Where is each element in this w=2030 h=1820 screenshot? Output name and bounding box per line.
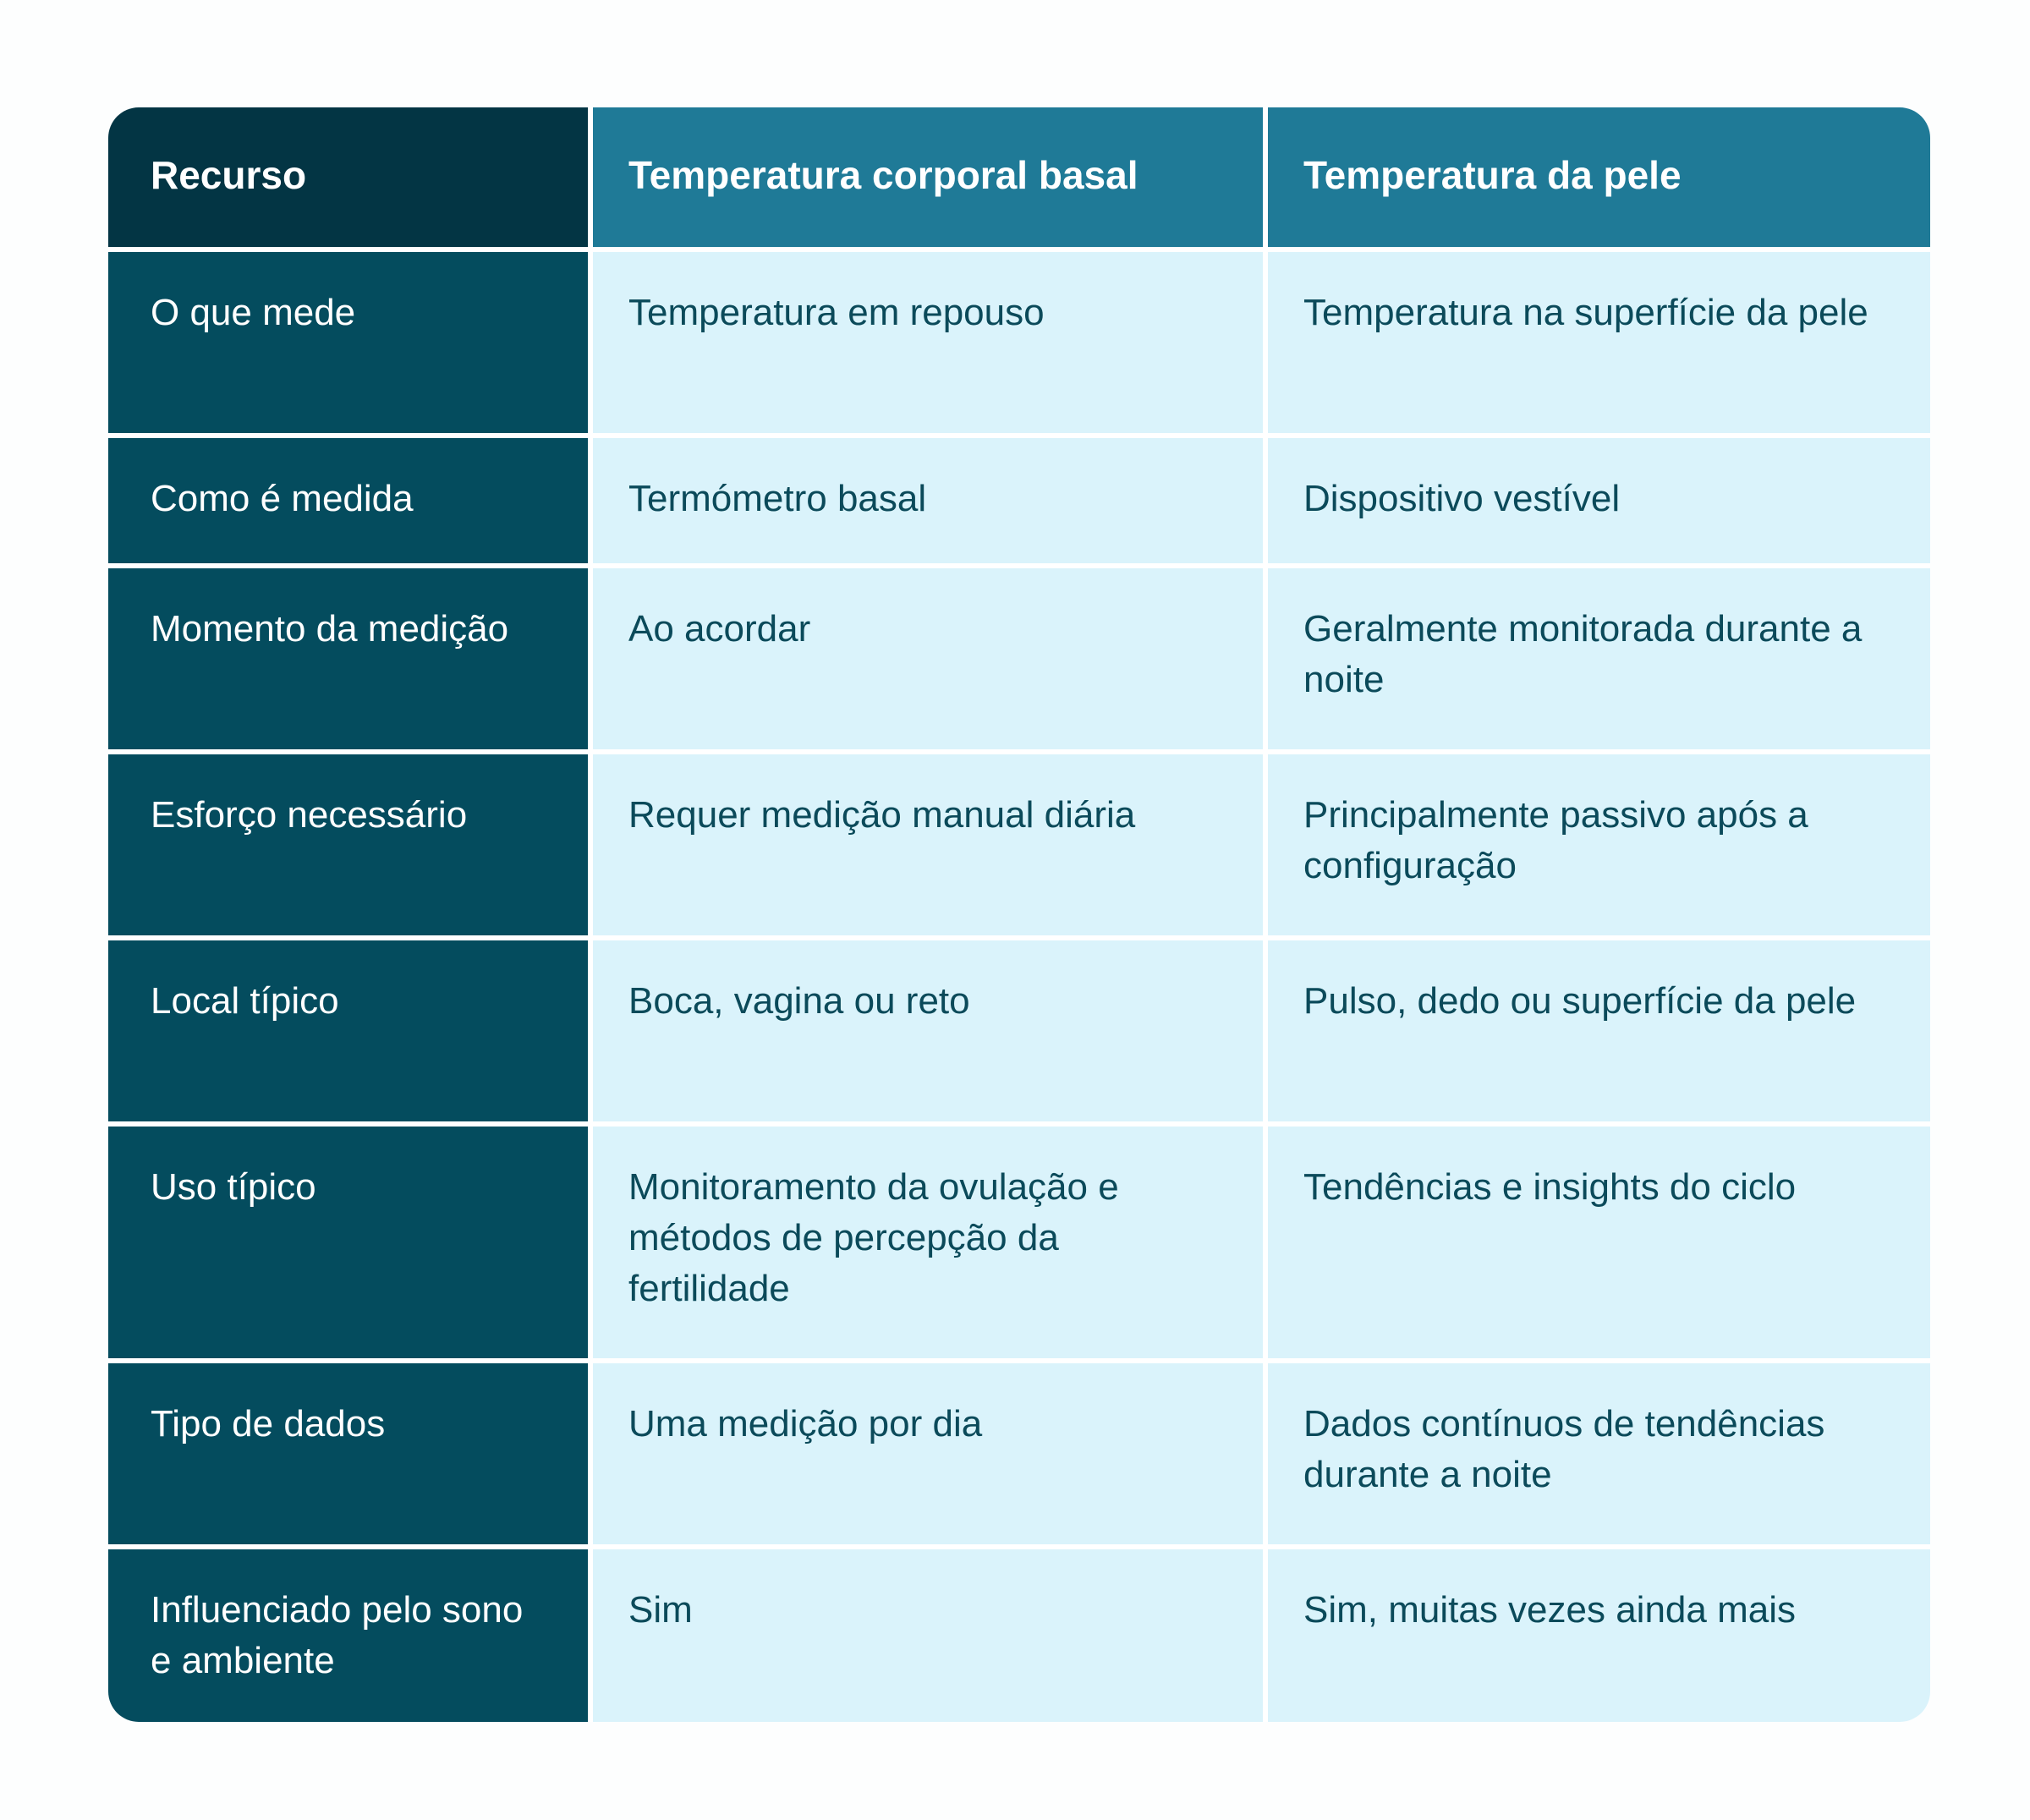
header-cell-basal-temp: Temperatura corporal basal <box>593 107 1263 247</box>
table-cell: Tendências e insights do ciclo <box>1268 1127 1930 1358</box>
table-cell: Requer medição manual diária <box>593 754 1263 935</box>
comparison-table <box>108 107 1930 1722</box>
row-label-how-measured: Como é medida <box>108 438 588 563</box>
table-cell: Uma medição por dia <box>593 1363 1263 1544</box>
row-label-data-type: Tipo de dados <box>108 1363 588 1544</box>
header-cell-skin-temp: Temperatura da pele <box>1268 107 1930 247</box>
table-cell: Temperatura na superfície da pele <box>1268 252 1930 433</box>
row-label-what-measures: O que mede <box>108 252 588 433</box>
header-cell-feature: Recurso <box>108 107 588 247</box>
table-grid <box>108 107 1930 1722</box>
table-cell: Pulso, dedo ou superfície da pele <box>1268 940 1930 1121</box>
row-label-typical-site: Local típico <box>108 940 588 1121</box>
table-cell: Boca, vagina ou reto <box>593 940 1263 1121</box>
table-cell: Sim, muitas vezes ainda mais <box>1268 1549 1930 1722</box>
table-cell: Geralmente monitorada durante a noite <box>1268 568 1930 749</box>
table-cell: Monitoramento da ovulação e métodos de percepção da fertilidade <box>593 1127 1263 1358</box>
row-label-effort: Esforço necessário <box>108 754 588 935</box>
table-cell: Termómetro basal <box>593 438 1263 563</box>
table-cell: Temperatura em repouso <box>593 252 1263 433</box>
table-cell: Principalmente passivo após a configuração <box>1268 754 1930 935</box>
table-cell: Dispositivo vestível <box>1268 438 1930 563</box>
table-cell: Ao acordar <box>593 568 1263 749</box>
table-cell: Sim <box>593 1549 1263 1722</box>
table-cell: Dados contínuos de tendências durante a noite <box>1268 1363 1930 1544</box>
row-label-measurement-time: Momento da medição <box>108 568 588 749</box>
row-label-influenced: Influenciado pelo sono e ambiente <box>108 1549 588 1722</box>
row-label-typical-use: Uso típico <box>108 1127 588 1358</box>
